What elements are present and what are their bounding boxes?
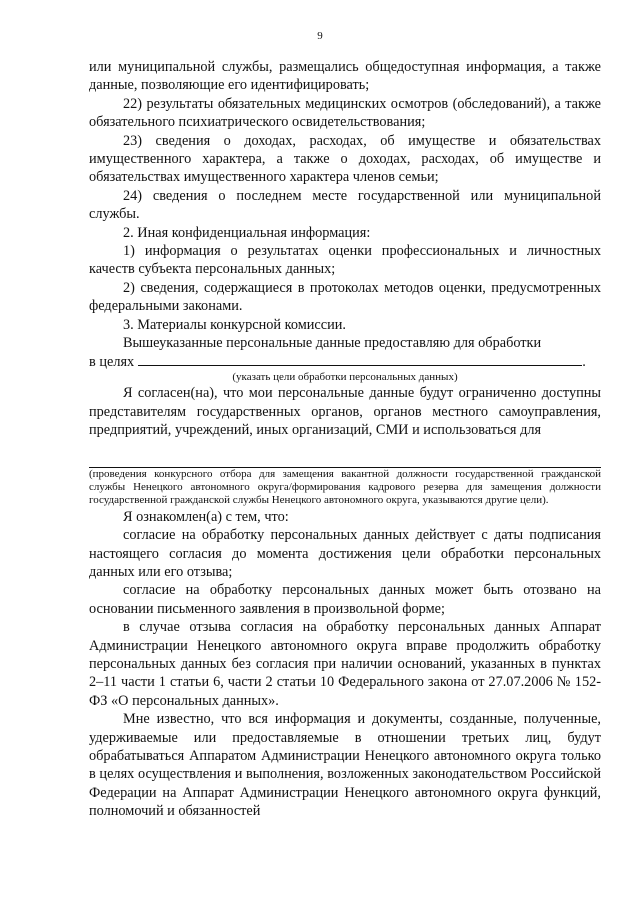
acknowledgement-item-2: согласие на обработку персональных данных может быть отозвано на основании письменного заявления в произвольной форме; <box>89 582 601 617</box>
awareness-paragraph: Мне известно, что вся информация и документы, созданные, полученные, удерживаемые или предоставляемые в отношении третьих лиц, будут обрабатываться Аппаратом Администрации Ненецкого автономного округа только в целях осуществления и выполнения, возложенных законодательством Российской Федерации на Аппарат Администрации Ненецкого автономного округа функций, полномочий и обязанностей <box>89 711 601 820</box>
usage-field[interactable] <box>89 452 601 468</box>
usage-caption: (проведения конкурсного отбора для замещения вакантной должности государственной гражданской службы Ненецкого автономного округа/формирования кадрового резерва для замещения должности государственной гражданской службы Ненецкого автономного округа, указываются другие цели). <box>89 467 601 507</box>
list-item-22: 22) результаты обязательных медицинских осмотров (обследований), а также обязательного психиатрического освидетельствования; <box>89 95 601 131</box>
purpose-caption: (указать цели обработки персональных данных) <box>232 370 458 383</box>
list-item-24: 24) сведения о последнем месте государственной или муниципальной службы. <box>89 187 601 223</box>
purpose-field[interactable] <box>138 353 582 366</box>
paragraph-continuation: или муниципальной службы, размещались общедоступная информация, а также данные, позволяющие его идентифицировать; <box>89 59 601 94</box>
acknowledgement-item-3: в случае отзыва согласия на обработку персональных данных Аппарат Администрации Ненецкого автономного округа вправе продолжить обработку персональных данных без согласия при наличии оснований, указанных в пунктах 2–11 части 1 статьи 6, части 2 статьи 10 Федерального закона от 27.07.2006 № 152-ФЗ «О персональных данных». <box>89 619 601 709</box>
purpose-intro: Вышеуказанные персональные данные предоставляю для обработки <box>123 335 542 352</box>
purpose-line <box>89 353 601 371</box>
spacer <box>89 440 601 452</box>
section-2-heading: 2. Иная конфиденциальная информация: <box>123 224 371 241</box>
purpose-prefix: в целях <box>89 353 135 370</box>
document-body <box>89 58 601 821</box>
acknowledgement-item-1: согласие на обработку персональных данных действует с даты подписания настоящего согласия до момента достижения цели обработки персональных данных или его отзыва; <box>89 527 601 580</box>
acknowledgement-heading: Я ознакомлен(а) с тем, что: <box>123 508 289 525</box>
list-item-23: 23) сведения о доходах, расходах, об имуществе и обязательствах имущественного характера, а также о доходах, расходах, об имуществе и обязательствах имущественного характера членов семьи; <box>89 132 601 186</box>
consent-paragraph: Я согласен(на), что мои персональные данные будут ограниченно доступны представителям государственных органов, органов местного самоуправления, предприятий, учреждений, иных организаций, СМИ и использоваться для <box>89 385 601 439</box>
page-number: 9 <box>317 30 323 42</box>
purpose-suffix: . <box>582 353 586 370</box>
section-3-heading: 3. Материалы конкурсной комиссии. <box>123 316 346 333</box>
section-2-item-1: 1) информация о результатах оценки профессиональных и личностных качеств субъекта персональных данных; <box>89 243 601 278</box>
section-2-item-2: 2) сведения, содержащиеся в протоколах методов оценки, предусмотренных федеральными законами. <box>89 279 601 315</box>
